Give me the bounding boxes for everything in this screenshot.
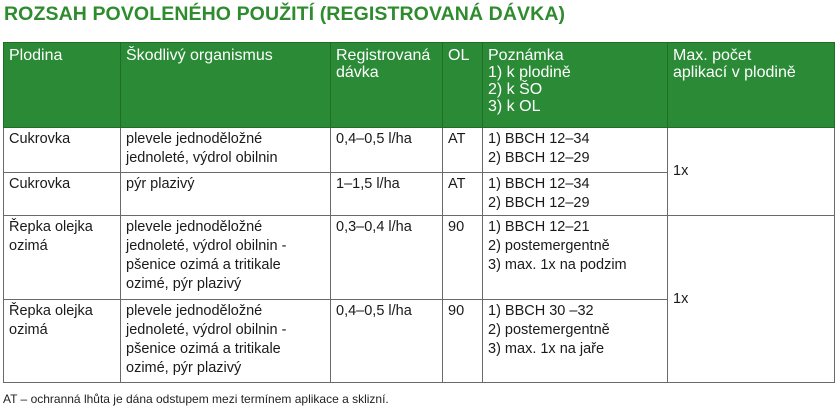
header-davka-line: dávka — [336, 64, 379, 81]
cell-line: Řepka olejka — [9, 219, 93, 235]
header-ol: OL — [443, 43, 483, 128]
cell-line: ozimá — [9, 238, 48, 254]
cell-davka: 1–1,5 l/ha — [331, 173, 443, 216]
cell-poznamka — [483, 216, 668, 300]
cell-line: jednoleté, výdrol obilnin - — [126, 322, 287, 338]
header-row — [4, 43, 835, 128]
header-poznamka — [483, 43, 668, 128]
cell-max: 1x — [668, 128, 835, 216]
footnote: AT – ochranná lhůta je dána odstupem mezi termínem aplikace a sklizní. — [3, 392, 389, 406]
cell-line: Řepka olejka — [9, 303, 93, 319]
cell-line: plevele jednoděložné — [126, 131, 263, 147]
cell-davka: 0,3–0,4 l/ha — [331, 216, 443, 300]
header-max-line: aplikací v plodině — [673, 64, 796, 81]
cell-plodina — [4, 128, 121, 173]
cell-ol: 90 — [443, 300, 483, 383]
cell-organismus — [121, 128, 331, 173]
page-title: ROZSAH POVOLENÉHO POUŽITÍ (REGISTROVANÁ DÁVKA) — [4, 3, 566, 25]
cell-poznamka — [483, 173, 668, 216]
cell-line: plevele jednoděložné — [126, 219, 263, 235]
cell-organismus — [121, 300, 331, 383]
header-organismus: Škodlivý organismus — [121, 43, 331, 128]
cell-ol: 90 — [443, 216, 483, 300]
cell-ol: AT — [443, 128, 483, 173]
cell-line: 2) BBCH 12–29 — [488, 195, 590, 211]
header-max — [668, 43, 835, 128]
header-plodina: Plodina — [4, 43, 121, 128]
cell-line: 1) BBCH 12–34 — [488, 131, 590, 147]
cell-line: pšenice ozimá a tritikale — [126, 257, 281, 273]
cell-plodina — [4, 173, 121, 216]
cell-davka: 0,4–0,5 l/ha — [331, 300, 443, 383]
cell-line: jednoleté, výdrol obilnin - — [126, 238, 287, 254]
cell-line: jednoleté, výdrol obilnin — [126, 150, 278, 166]
table-row — [4, 216, 835, 300]
cell-line: plevele jednoděložné — [126, 303, 263, 319]
cell-ol: AT — [443, 173, 483, 216]
cell-line: Cukrovka — [9, 131, 71, 147]
cell-line: Cukrovka — [9, 176, 71, 192]
cell-organismus — [121, 173, 331, 216]
cell-line: 1) BBCH 30 –32 — [488, 303, 594, 319]
header-poznamka-line: 3) k OL — [488, 98, 541, 115]
cell-poznamka — [483, 300, 668, 383]
cell-line: ozimé, pýr plazivý — [126, 276, 242, 292]
cell-line: 2) postemergentně — [488, 322, 610, 338]
cell-line: 3) max. 1x na jaře — [488, 341, 605, 357]
cell-line: pýr plazivý — [126, 176, 195, 192]
cell-line: ozimá — [9, 322, 48, 338]
cell-line: 1) BBCH 12–34 — [488, 176, 590, 192]
header-poznamka-line: Poznámka — [488, 47, 564, 64]
header-davka-line: Registrovaná — [336, 47, 431, 64]
header-max-line: Max. počet — [673, 47, 752, 64]
cell-line: 3) max. 1x na podzim — [488, 257, 627, 273]
header-poznamka-line: 1) k plodině — [488, 64, 571, 81]
cell-davka: 0,4–0,5 l/ha — [331, 128, 443, 173]
usage-table — [3, 42, 835, 383]
cell-organismus — [121, 216, 331, 300]
cell-max: 1x — [668, 216, 835, 383]
table-row — [4, 128, 835, 173]
cell-plodina — [4, 300, 121, 383]
cell-line: 1) BBCH 12–21 — [488, 219, 590, 235]
cell-poznamka — [483, 128, 668, 173]
cell-line: 2) BBCH 12–29 — [488, 150, 590, 166]
cell-line: ozimé, pýr plazivý — [126, 360, 242, 376]
cell-line: pšenice ozimá a tritikale — [126, 341, 281, 357]
cell-line: 2) postemergentně — [488, 238, 610, 254]
header-davka — [331, 43, 443, 128]
header-poznamka-line: 2) k ŠO — [488, 81, 543, 98]
cell-plodina — [4, 216, 121, 300]
